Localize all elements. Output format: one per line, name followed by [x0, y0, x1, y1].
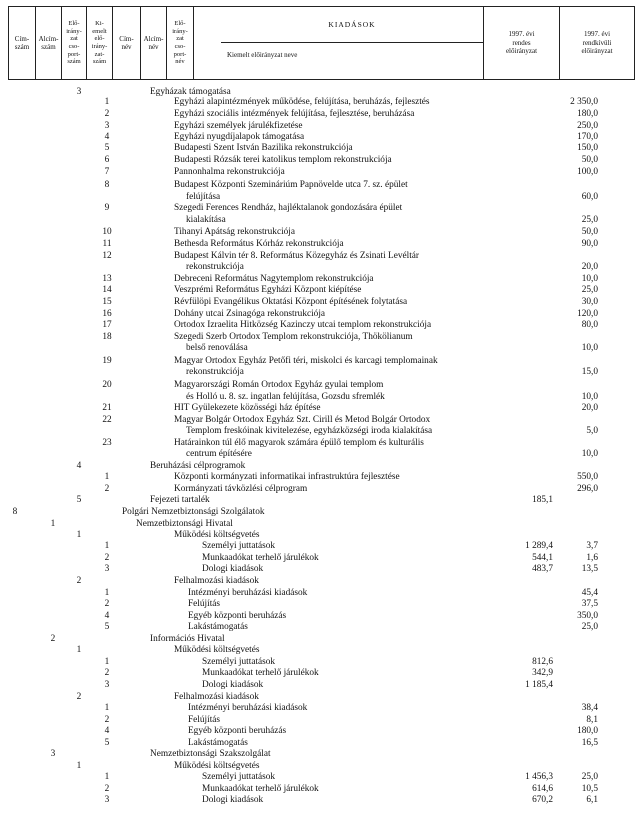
rendes-eloiranyzat-value: 1 456,3: [525, 772, 553, 782]
row-description: Budapest Kálvin tér 8. Református Közegyház és Zsinati Levéltár: [174, 251, 419, 261]
row-description: Templom freskóinak kivitelezése, egyházközségi iroda kialakítása: [186, 426, 433, 436]
rendkivuli-eloiranyzat-value: 90,0: [581, 239, 598, 249]
rendkivuli-eloiranyzat-value: 80,0: [581, 320, 598, 330]
rendkivuli-eloiranyzat-value: 25,0: [581, 622, 598, 632]
row-description: Pannonhalma rekonstrukciója: [174, 167, 285, 177]
kiemelt-eloiranyzatszam: 5: [104, 143, 110, 153]
row-description: centrum építésére: [186, 449, 252, 459]
row-description: Budapest Központi Szemináriúm Papnövelde utca 7. sz. épület: [174, 180, 408, 190]
header-eloiranyzat-csoportnev-line: név: [175, 58, 185, 66]
kiemelt-eloiranyzatszam: 1: [104, 657, 110, 667]
row-description: Budapesti Szent István Bazilika rekonstrukciója: [174, 143, 353, 153]
rendkivuli-eloiranyzat-value: 16,5: [581, 738, 598, 748]
kiemelt-eloiranyzatszam: 2: [104, 109, 110, 119]
header-alcimnev-line: Alcím-: [143, 35, 164, 43]
row-description: Dohány utcai Zsinagóga rekonstrukciója: [174, 309, 326, 319]
colA-line: előirányzat: [505, 47, 538, 56]
rendkivuli-eloiranyzat-value: 13,5: [581, 564, 598, 574]
row-description: rekonstrukciója: [186, 367, 244, 377]
row-description: Felhalmozási kiadások: [174, 692, 259, 702]
kiemelt-eloiranyzatszam: 12: [102, 251, 112, 261]
row-description: Egyházi nyugdíjalapok támogatása: [174, 132, 305, 142]
kiemelt-eloiranyzatszam: 11: [102, 239, 112, 249]
eloiranyzat-csoportszam: 4: [76, 461, 82, 471]
kiemelt-eloiranyzatszam: 13: [102, 274, 112, 284]
row-description: Dologi kiadások: [202, 564, 264, 574]
row-description: Dologi kiadások: [202, 795, 264, 805]
row-description: Munkaadókat terhelő járulékok: [202, 553, 319, 563]
kiemelt-eloiranyzatszam: 18: [102, 332, 112, 342]
alcimszam: 1: [50, 519, 56, 529]
alcimszam: 3: [50, 749, 56, 759]
eloiranyzat-csoportszam: 5: [76, 495, 82, 505]
kiemelt-eloiranyzatszam: 2: [104, 784, 110, 794]
rendkivuli-eloiranyzat-value: 20,0: [581, 403, 598, 413]
row-description: Magyarországi Román Ortodox Egyház gyulai templom: [174, 380, 384, 390]
rendkivuli-eloiranyzat-value: 50,0: [581, 155, 598, 165]
row-description: Nemzetbiztonsági Szakszolgálat: [150, 749, 271, 759]
rendkivuli-eloiranyzat-value: 25,0: [581, 772, 598, 782]
header-kiemelt-eloiranyzatszam-line: elő-: [94, 35, 105, 43]
kiemelt-eloiranyzatszam: 4: [104, 726, 110, 736]
row-description: Felhalmozási kiadások: [174, 576, 259, 586]
rendkivuli-eloiranyzat-value: 3,7: [586, 541, 598, 551]
rendkivuli-eloiranyzat-value: 25,0: [581, 215, 598, 225]
row-description: Egyházi személyek járulékfizetése: [174, 121, 303, 131]
row-description: Működési költségvetés: [174, 530, 260, 540]
header-cimszam: [9, 7, 36, 79]
rendkivuli-eloiranyzat-value: 2 350,0: [570, 97, 598, 107]
header-eloiranyzat-csoportnev-line: port-: [173, 50, 187, 58]
alcimszam: 2: [50, 634, 56, 644]
kiemelt-eloiranyzatszam: 1: [104, 97, 110, 107]
header-alcimnev: [141, 7, 167, 79]
rendkivuli-eloiranyzat-value: 170,0: [577, 132, 598, 142]
header-eloiranyzat-csoportnev-line: cso-: [174, 43, 186, 50]
header-cimszam-line: Cím-: [14, 35, 30, 43]
rendes-eloiranyzat-value: 1 289,4: [525, 541, 553, 551]
row-description: Ortodox Izraelita Hitközség Kazinczy utcai templom rekonstrukciója: [174, 320, 432, 330]
header-eloiranyzat-csoportszam: [62, 7, 87, 79]
row-description: kialakítása: [186, 215, 226, 225]
row-description: Budapesti Rózsák terei katolikus templom rekonstrukciója: [174, 155, 392, 165]
rendkivuli-eloiranyzat-value: 60,0: [581, 192, 598, 202]
kiemelt-eloiranyzatszam: 1: [104, 703, 110, 713]
row-description: Magyar Ortodox Egyház Petőfi téri, miskolci és karcagi templomainak: [174, 356, 438, 366]
colB-line: 1997. évi: [583, 30, 611, 39]
header-rendkivuli-eloiranyzat: [560, 7, 634, 79]
kiemelt-eloiranyzatszam: 14: [102, 285, 112, 295]
kiemelt-eloiranyzatszam: 4: [104, 132, 110, 142]
rendkivuli-eloiranyzat-value: 180,0: [577, 109, 598, 119]
row-description: Fejezeti tartalék: [150, 495, 210, 505]
kiadasok-header: [221, 7, 484, 79]
row-description: Magyar Bolgár Ortodox Egyház Szt. Cirill és Metod Bolgár Ortodox: [174, 415, 431, 425]
row-description: Működési költségvetés: [174, 761, 260, 771]
header-alcimnev-line: név: [148, 43, 159, 51]
kiemelt-eloiranyzatszam: 16: [102, 309, 112, 319]
header-kiemelt-eloiranyzatszam-line: Ki-: [95, 20, 104, 28]
rendkivuli-eloiranyzat-value: 20,0: [581, 262, 598, 272]
kiadasok-title: KIADÁSOK: [221, 7, 483, 43]
row-description: Munkaadókat terhelő járulékok: [202, 784, 319, 794]
kiemelt-eloiranyzatszam: 2: [104, 668, 110, 678]
rendkivuli-eloiranyzat-value: 8,1: [586, 715, 598, 725]
kiemelt-eloiranyzatszam: 1: [104, 472, 110, 482]
rendkivuli-eloiranyzat-value: 37,5: [581, 599, 598, 609]
row-description: Egyéb központi beruházás: [188, 726, 287, 736]
row-description: Dologi kiadások: [202, 680, 264, 690]
row-description: Beruházási célprogramok: [150, 461, 246, 471]
eloiranyzat-csoportszam: 1: [76, 645, 82, 655]
row-description: Egyházi alapintézmények működése, felújítása, beruházás, fejlesztés: [174, 97, 430, 107]
row-description: Veszprémi Református Egyházi Központ kiépítése: [174, 285, 362, 295]
header-eloiranyzat-csoportszam-line: szám: [67, 58, 81, 66]
row-description: Révfülöpi Evangélikus Oktatási Központ építésének folytatása: [174, 297, 408, 307]
row-description: Egyházi szociális intézmények felújítása, fejlesztése, beruházása: [174, 109, 415, 119]
kiemelt-eloiranyzatszam: 22: [102, 415, 112, 425]
kiemelt-eloiranyzatszam: 2: [104, 715, 110, 725]
row-description: Egyéb központi beruházás: [188, 611, 287, 621]
rendes-eloiranyzat-value: 812,6: [532, 657, 553, 667]
header-eloiranyzat-csoportnev: [167, 7, 194, 79]
rendkivuli-eloiranyzat-value: 100,0: [577, 167, 598, 177]
rendes-eloiranyzat-value: 185,1: [532, 495, 553, 505]
header-eloiranyzat-csoportnev-line: zat: [176, 35, 184, 43]
header-kiemelt-eloiranyzatszam-line: szám: [92, 58, 107, 66]
rendkivuli-eloiranyzat-value: 50,0: [581, 227, 598, 237]
rendkivuli-eloiranyzat-value: 38,4: [581, 703, 598, 713]
header-eloiranyzat-csoportszam-line: irány-: [66, 27, 82, 35]
kiemelt-eloiranyzatszam: 2: [104, 553, 110, 563]
kiemelt-eloiranyzatszam: 3: [104, 121, 110, 131]
rendes-eloiranyzat-value: 544,1: [532, 553, 553, 563]
row-description: belső renoválása: [186, 343, 248, 353]
kiemelt-eloiranyzatszam: 3: [104, 680, 110, 690]
kiemelt-eloiranyzatszam: 1: [104, 588, 110, 598]
row-description: és Holló u. 8. sz. ingatlan felújítása, Gozsdu sfremlék: [186, 392, 385, 402]
rendkivuli-eloiranyzat-value: 350,0: [577, 611, 598, 621]
eloiranyzat-csoportszam: 1: [76, 530, 82, 540]
rendes-eloiranyzat-value: 670,2: [532, 795, 553, 805]
eloiranyzat-csoportszam: 3: [76, 87, 82, 97]
kiemelt-eloiranyzatszam: 15: [102, 297, 112, 307]
rendkivuli-eloiranyzat-value: 5,0: [586, 426, 598, 436]
row-description: Bethesda Református Kórház rekonstrukciója: [174, 239, 344, 249]
row-description: Polgári Nemzetbiztonsági Szolgálatok: [122, 507, 265, 517]
eloiranyzat-csoportszam: 2: [76, 576, 82, 586]
row-description: felújítása: [186, 192, 221, 202]
row-description: Központi kormányzati informatikai infrastruktúra fejlesztése: [174, 472, 400, 482]
kiemelt-eloiranyzatszam: 1: [104, 541, 110, 551]
rendkivuli-eloiranyzat-value: 296,0: [577, 484, 598, 494]
row-description: Kormányzati távközlési célprogram: [174, 484, 308, 494]
header-kiemelt-eloiranyzatszam-line: zat-: [94, 50, 105, 58]
cimszam: 8: [12, 507, 18, 517]
rendkivuli-eloiranyzat-value: 10,0: [581, 449, 598, 459]
row-description: Határainkon túl élő magyarok számára épülő templom és kulturális: [174, 438, 424, 448]
row-description: Felújítás: [188, 715, 221, 725]
header-cimszam-line: szám: [14, 43, 30, 51]
header-kiemelt-eloiranyzatszam-line: emelt: [92, 27, 107, 35]
rendkivuli-eloiranyzat-value: 180,0: [577, 726, 598, 736]
rendkivuli-eloiranyzat-value: 250,0: [577, 121, 598, 131]
kiemelt-eloiranyzatszam: 2: [104, 484, 110, 494]
row-description: Munkaadókat terhelő járulékok: [202, 668, 319, 678]
header-kiemelt-eloiranyzatszam-line: irány-: [91, 43, 108, 50]
row-description: rekonstrukciója: [186, 262, 244, 272]
kiemelt-eloiranyzatszam: 3: [104, 564, 110, 574]
kiemelt-eloiranyzatszam: 4: [104, 611, 110, 621]
header-eloiranyzat-csoportnev-line: irány-: [172, 27, 188, 35]
rendkivuli-eloiranyzat-value: 10,0: [581, 274, 598, 284]
rendkivuli-eloiranyzat-value: 25,0: [581, 285, 598, 295]
row-description: HIT Gyülekezete közösségi ház építése: [174, 403, 321, 413]
kiemelt-eloiranyzatszam: 8: [104, 180, 110, 190]
rendkivuli-eloiranyzat-value: 45,4: [581, 588, 598, 598]
rendes-eloiranyzat-value: 483,7: [532, 564, 553, 574]
header-kiemelt-eloiranyzatszam: [87, 7, 113, 79]
row-description: Felújítás: [188, 599, 221, 609]
row-description: Lakástámogatás: [188, 738, 248, 748]
row-description: Szegedi Ferences Rendház, hajléktalanok gondozására épület: [174, 203, 403, 213]
kiemelt-eloiranyzatszam: 17: [102, 320, 112, 330]
kiemelt-eloiranyzatszam: 3: [104, 795, 110, 805]
kiemelt-eloiranyzatszam: 20: [102, 380, 112, 390]
kiemelt-eloiranyzatszam: 6: [104, 155, 110, 165]
eloiranyzat-csoportszam: 2: [76, 692, 82, 702]
rendes-eloiranyzat-value: 1 185,4: [525, 680, 553, 690]
row-description: Nemzetbiztonsági Hivatal: [136, 519, 233, 529]
colB-line: rendkívüli: [582, 38, 612, 47]
rendes-eloiranyzat-value: 342,9: [532, 668, 553, 678]
header-eloiranyzat-csoportszam-line: Elő-: [68, 20, 80, 28]
kiemelt-eloiranyzatszam: 1: [104, 772, 110, 782]
rendkivuli-eloiranyzat-value: 150,0: [577, 143, 598, 153]
colA-line: rendes: [512, 38, 531, 47]
rendkivuli-eloiranyzat-value: 10,0: [581, 392, 598, 402]
row-description: Tihanyi Apátság rekonstrukciója: [174, 227, 296, 237]
header-eloiranyzat-csoportszam-line: port-: [67, 50, 81, 58]
row-description: Intézményi beruházási kiadások: [188, 588, 308, 598]
rendes-eloiranyzat-value: 614,6: [532, 784, 553, 794]
row-description: Információs Hivatal: [150, 634, 225, 644]
kiemelt-eloiranyzatszam: 5: [104, 738, 110, 748]
row-description: Szegedi Szerb Ortodox Templom rekonstrukciója, Thökölianum: [174, 332, 413, 342]
kiemelt-eloiranyzatszam: 5: [104, 622, 110, 632]
row-description: Személyi juttatások: [202, 541, 276, 551]
rendkivuli-eloiranyzat-value: 550,0: [577, 472, 598, 482]
row-description: Személyi juttatások: [202, 772, 276, 782]
rendkivuli-eloiranyzat-value: 30,0: [581, 297, 598, 307]
rendkivuli-eloiranyzat-value: 120,0: [577, 309, 598, 319]
kiemelt-eloiranyzatszam: 10: [102, 227, 112, 237]
header-alcimszam: [36, 7, 62, 79]
eloiranyzat-csoportszam: 1: [76, 761, 82, 771]
rendkivuli-eloiranyzat-value: 10,0: [581, 343, 598, 353]
kiemelt-eloiranyzatszam: 19: [102, 356, 112, 366]
row-description: Személyi juttatások: [202, 657, 276, 667]
table-header: [8, 6, 635, 80]
colA-line: 1997. évi: [508, 30, 535, 39]
header-cimnev: [113, 7, 141, 79]
header-rendes-eloiranyzat: [484, 7, 560, 79]
rendkivuli-eloiranyzat-value: 10,5: [581, 784, 598, 794]
colB-line: előirányzat: [581, 47, 613, 56]
row-description: Debreceni Református Nagytemplom rekonstrukciója: [174, 274, 374, 284]
row-description: Intézményi beruházási kiadások: [188, 703, 308, 713]
header-eloiranyzat-csoportnev-line: Elő-: [174, 20, 186, 28]
rendkivuli-eloiranyzat-value: 15,0: [581, 367, 598, 377]
rendkivuli-eloiranyzat-value: 6,1: [586, 795, 598, 805]
kiemelt-eloiranyzatszam: 9: [104, 203, 110, 213]
header-alcimszam-line: szám: [41, 43, 56, 51]
rendkivuli-eloiranyzat-value: 1,6: [586, 553, 598, 563]
header-cimnev-line: Cím-: [119, 35, 134, 43]
header-eloiranyzat-csoportszam-line: cso-: [68, 43, 80, 50]
row-description: Lakástámogatás: [188, 622, 248, 632]
kiemelt-eloiranyzat-neve: Kiemelt előirányzat neve: [227, 51, 298, 59]
row-description: Egyházak támogatása: [150, 87, 231, 97]
kiemelt-eloiranyzatszam: 21: [102, 403, 112, 413]
header-eloiranyzat-csoportszam-line: zat: [70, 35, 78, 43]
kiemelt-eloiranyzatszam: 2: [104, 599, 110, 609]
header-alcimszam-line: Alcím-: [38, 35, 59, 43]
kiemelt-eloiranyzatszam: 23: [102, 438, 112, 448]
header-cimnev-line: név: [121, 43, 132, 51]
kiemelt-eloiranyzatszam: 7: [104, 167, 110, 177]
row-description: Működési költségvetés: [174, 645, 260, 655]
